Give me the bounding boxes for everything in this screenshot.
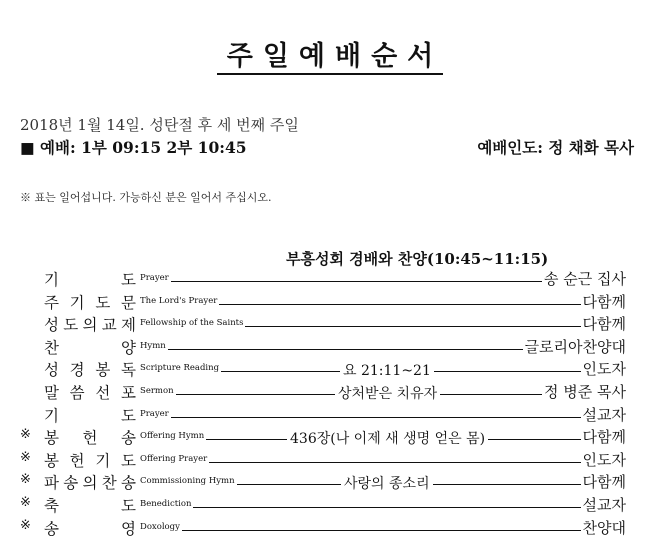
order-item-person: 다함께	[582, 473, 626, 492]
leader-line	[245, 326, 581, 327]
leader-line	[206, 439, 287, 440]
order-row	[0, 517, 660, 539]
order-item-person: 정 병준 목사	[544, 383, 626, 401]
worship-leader: 예배인도: 정 채화 목사	[477, 138, 634, 157]
order-item-korean: 봉 헌 기 도	[44, 451, 136, 470]
order-item-korean: 성 경 봉 독	[44, 361, 136, 380]
order-item-english: Hymn	[140, 340, 166, 351]
order-item-person: 다함께	[582, 315, 626, 334]
standing-mark: ※	[20, 449, 31, 465]
order-row	[0, 358, 660, 380]
order-item-korean: 기 도	[44, 271, 136, 289]
leader-line	[221, 371, 340, 372]
leader-line	[209, 462, 581, 463]
order-item-english: Prayer	[140, 273, 169, 283]
order-item-korean: 말 씀 선 포	[44, 384, 136, 402]
order-row	[0, 494, 660, 516]
order-item-person: 다함께	[582, 428, 626, 447]
leader-line	[488, 439, 581, 440]
order-item-person: 다함께	[582, 292, 626, 311]
standing-mark: ※	[20, 427, 31, 443]
order-item-korean: 주 기 도 문	[44, 293, 136, 312]
standing-notice: ※ 표는 일어섭니다. 가능하신 분은 일어서 주십시오.	[20, 191, 272, 204]
order-item-korean: 봉 헌 송	[44, 429, 136, 448]
leader-line	[182, 530, 581, 531]
order-item-person: 찬양대	[582, 518, 626, 537]
order-row	[0, 291, 660, 313]
leader-line	[171, 281, 542, 282]
standing-mark: ※	[20, 472, 31, 488]
leader-line	[434, 371, 581, 372]
section-title: 부흥성회 경배와 찬양(10:45~11:15)	[286, 250, 549, 268]
leader-line	[176, 394, 335, 395]
order-item-korean: 축 도	[44, 497, 136, 515]
order-item-english: Offering Hymn	[140, 431, 205, 442]
standing-mark: ※	[20, 517, 31, 533]
worship-times: ■ 예배: 1부 09:15 2부 10:45	[20, 138, 247, 157]
leader-line	[237, 484, 341, 485]
order-item-person: 설교자	[582, 496, 626, 514]
order-item-korean: 송 영	[44, 519, 136, 538]
leader-line	[433, 484, 581, 485]
order-item-detail: 436장(나 이제 새 생명 얻은 몸)	[290, 431, 486, 448]
order-item-detail: 상처받은 치유자	[338, 386, 438, 402]
order-row	[0, 404, 660, 426]
order-item-english: Fellowship of the Saints	[140, 318, 244, 329]
order-item-person: 송 순근 집사	[544, 270, 626, 288]
order-item-detail: 요 21:11~21	[343, 363, 431, 380]
order-row	[0, 449, 660, 471]
order-row	[0, 336, 660, 358]
order-row	[0, 426, 660, 448]
order-item-korean: 기 도	[44, 406, 136, 425]
order-item-korean: 성 도 의 교 제	[44, 316, 136, 335]
order-item-korean: 파 송 의 찬 송	[44, 474, 136, 493]
service-date: 2018년 1월 14일. 성탄절 후 세 번째 주일	[20, 116, 299, 134]
order-item-person: 인도자	[582, 450, 626, 469]
order-item-english: Benediction	[140, 499, 192, 509]
order-item-english: The Lord's Prayer	[140, 295, 218, 306]
order-item-english: Doxology	[140, 521, 180, 532]
leader-line	[219, 304, 581, 305]
order-row	[0, 268, 660, 290]
order-row	[0, 381, 660, 403]
order-item-english: Scripture Reading	[140, 363, 220, 374]
leader-line	[440, 394, 542, 395]
order-item-english: Prayer	[140, 408, 169, 419]
order-item-korean: 찬 양	[44, 338, 136, 357]
leader-line	[168, 349, 523, 350]
order-item-person: 인도자	[582, 360, 626, 379]
order-item-english: Sermon	[140, 386, 174, 396]
order-row	[0, 471, 660, 493]
order-row	[0, 313, 660, 335]
order-item-person: 설교자	[582, 405, 626, 424]
order-item-person: 글로리아찬양대	[524, 337, 626, 356]
leader-line	[193, 507, 581, 508]
order-item-english: Offering Prayer	[140, 453, 208, 464]
page-title: 주일예배순서	[0, 34, 660, 73]
leader-line	[171, 417, 581, 418]
standing-mark: ※	[20, 495, 31, 510]
order-item-english: Commissioning Hymn	[140, 476, 235, 487]
order-item-detail: 사랑의 종소리	[344, 476, 430, 493]
